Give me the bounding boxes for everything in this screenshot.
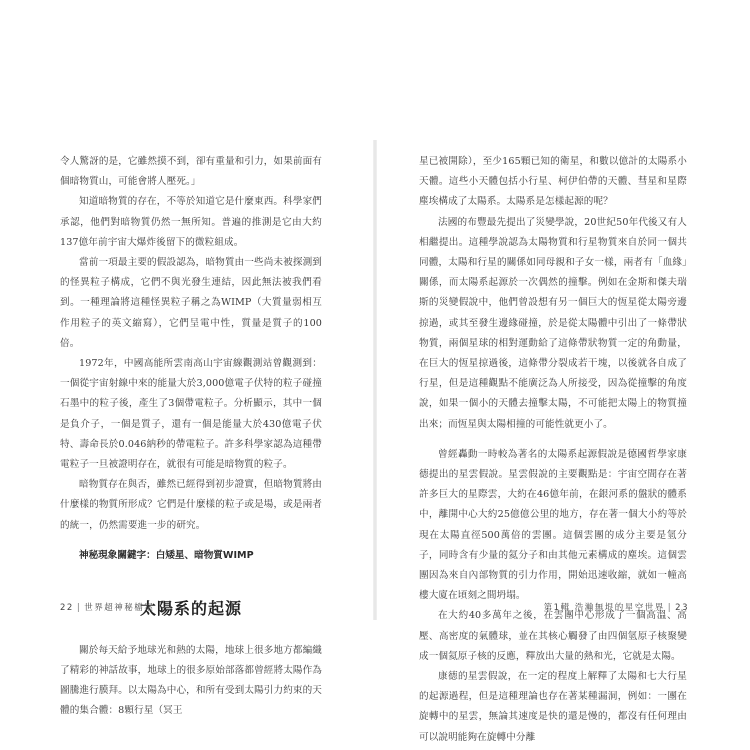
- paragraph: 曾經轟動一時較為著名的太陽系起源假說是德國哲學家康德提出的星雲假說。星雲假說的主要觀點是：宇宙空間存在著許多巨大的星際雲，大約在46億年前，在銀河系的盤狀的體系中，離開中心大約25億億公里的地方，存在著一個大小約等於現在太陽直徑500萬倍的雲團。這個雲團的成分主要是氫分子，同時含有少量的氦分子和由其他元素構成的塵埃。這個雲團因為來自內部物質的引力作用，開始迅速收縮，就如一幢高樓大廈在頃刻之間坍塌。: [419, 448, 687, 602]
- right-page: [375, 0, 750, 750]
- left-footer: [60, 601, 154, 613]
- paragraph: 1972年，中國高能所雲南高山宇宙線觀測站曾觀測到：一個從宇宙射線中來的能量大於3,000億電子伏特的粒子碰撞石墨中的粒子後，產生了3個帶電粒子。分析顯示，其中一個是負介子，一個是質子，還有一個是能量大於430億電子伏特、壽命長於0.046納秒的帶電粒子。許多科學家認為這種帶電粒子一旦被證明存在，就很有可能是暗物質的粒子。: [60, 358, 322, 471]
- paragraph: 法國的布豐最先提出了災變學說，20世紀50年代後又有人相繼提出。這種學說認為太陽物質和行星物質來自於同一個共同體，太陽和行星的關係如同母親和子女一樣，兩者有「血緣」關係，而太陽系起源於一次偶然的撞擊。例如在金斯和傑夫瑞斯的災變假說中，他們曾設想有另一個巨大的恆星從太陽旁邊掠過，或其至發生邊緣碰撞，於是從太陽體中引出了一條帶狀物質，兩個星球的相對運動給了這條帶狀物質一定的角動量，在巨大的恆星掠過後，這條帶分裂成若干塊，以後就各自成了行星，但是這種觀點不能廣泛為人所接受，因為從撞擊的角度說，如果一個小的天體去撞擊太陽，不可能把太陽上的物質撞出來；而恆星與太陽相撞的可能性就更小了。: [419, 216, 687, 430]
- right-text-column: [419, 152, 687, 748]
- paragraph: 關於每天給予地球光和熱的太陽，地球上很多地方都編織了精彩的神話故事，地球上的很多原始部落都曾經將太陽作為圖騰進行膜拜。以太陽為中心，和所有受到太陽引力約束的天體的集合體：8顆行星（冥王: [60, 644, 322, 717]
- section-heading: 太陽系的起源: [139, 598, 242, 618]
- book-title: 世界超神秘檔案: [84, 603, 155, 613]
- paragraph: 暗物質存在與否，雖然已經得到初步證實，但暗物質將由什麼樣的物質所形成？它們是什麼樣的粒子或是場，或是兩者的統一，仍然需要進一步的研究。: [60, 479, 322, 531]
- keywords-line: 神秘現象關鍵字：白矮星、暗物質WIMP: [79, 549, 254, 561]
- paragraph: 康德的星雲假說，在一定的程度上解釋了太陽和七大行星的起源過程，但是這種理論也存在著某種漏洞，例如：一團在旋轉中的星雲，無論其速度是快的還是慢的，都沒有任何理由可以說明能夠在旋轉中分離: [419, 671, 687, 743]
- paragraph: 當前一項最主要的假設認為，暗物質由一些尚未被探測到的怪異粒子構成，它們不與光發生連結，因此無法被我們看到。一種理論將這種怪異粒子稱之為WIMP（大質量弱相互作用粒子的英文縮寫），它們呈電中性，質量是質子的100倍。: [60, 257, 322, 349]
- paragraph: 在大約40多萬年之後，在雲團中心形成了一個高溫、高壓、高密度的氣體球，並在其核心觸發了由四個氫原子核聚變成一個氦原子核的反應，釋放出大量的熱和光，它就是太陽。: [419, 610, 687, 662]
- paragraph: 星已被開除），至少165顆已知的衛星，和數以億計的太陽系小天體。這些小天體包括小行星、柯伊伯帶的天體、彗星和星際塵埃構成了太陽系。太陽系是怎樣起源的呢？: [419, 156, 687, 208]
- paragraph: 令人驚訝的是，它雖然摸不到，卻有重量和引力，如果前面有個暗物質山，可能會將人壓死。」: [60, 156, 322, 188]
- page-number: 23: [675, 603, 689, 613]
- right-footer: [544, 601, 689, 613]
- footer-divider: |: [76, 603, 82, 613]
- chapter-title: 第1輯 浩瀚無垠的星空世界: [543, 603, 665, 613]
- left-text-column: [60, 152, 322, 722]
- page-number: 22: [60, 603, 74, 613]
- paragraph: 知道暗物質的存在，不等於知道它是什麼東西。科學家們承認，他們對暗物質仍然一無所知。普遍的推測是它由大約137億年前宇宙大爆炸後留下的微粒組成。: [60, 196, 322, 248]
- footer-divider: |: [667, 603, 673, 613]
